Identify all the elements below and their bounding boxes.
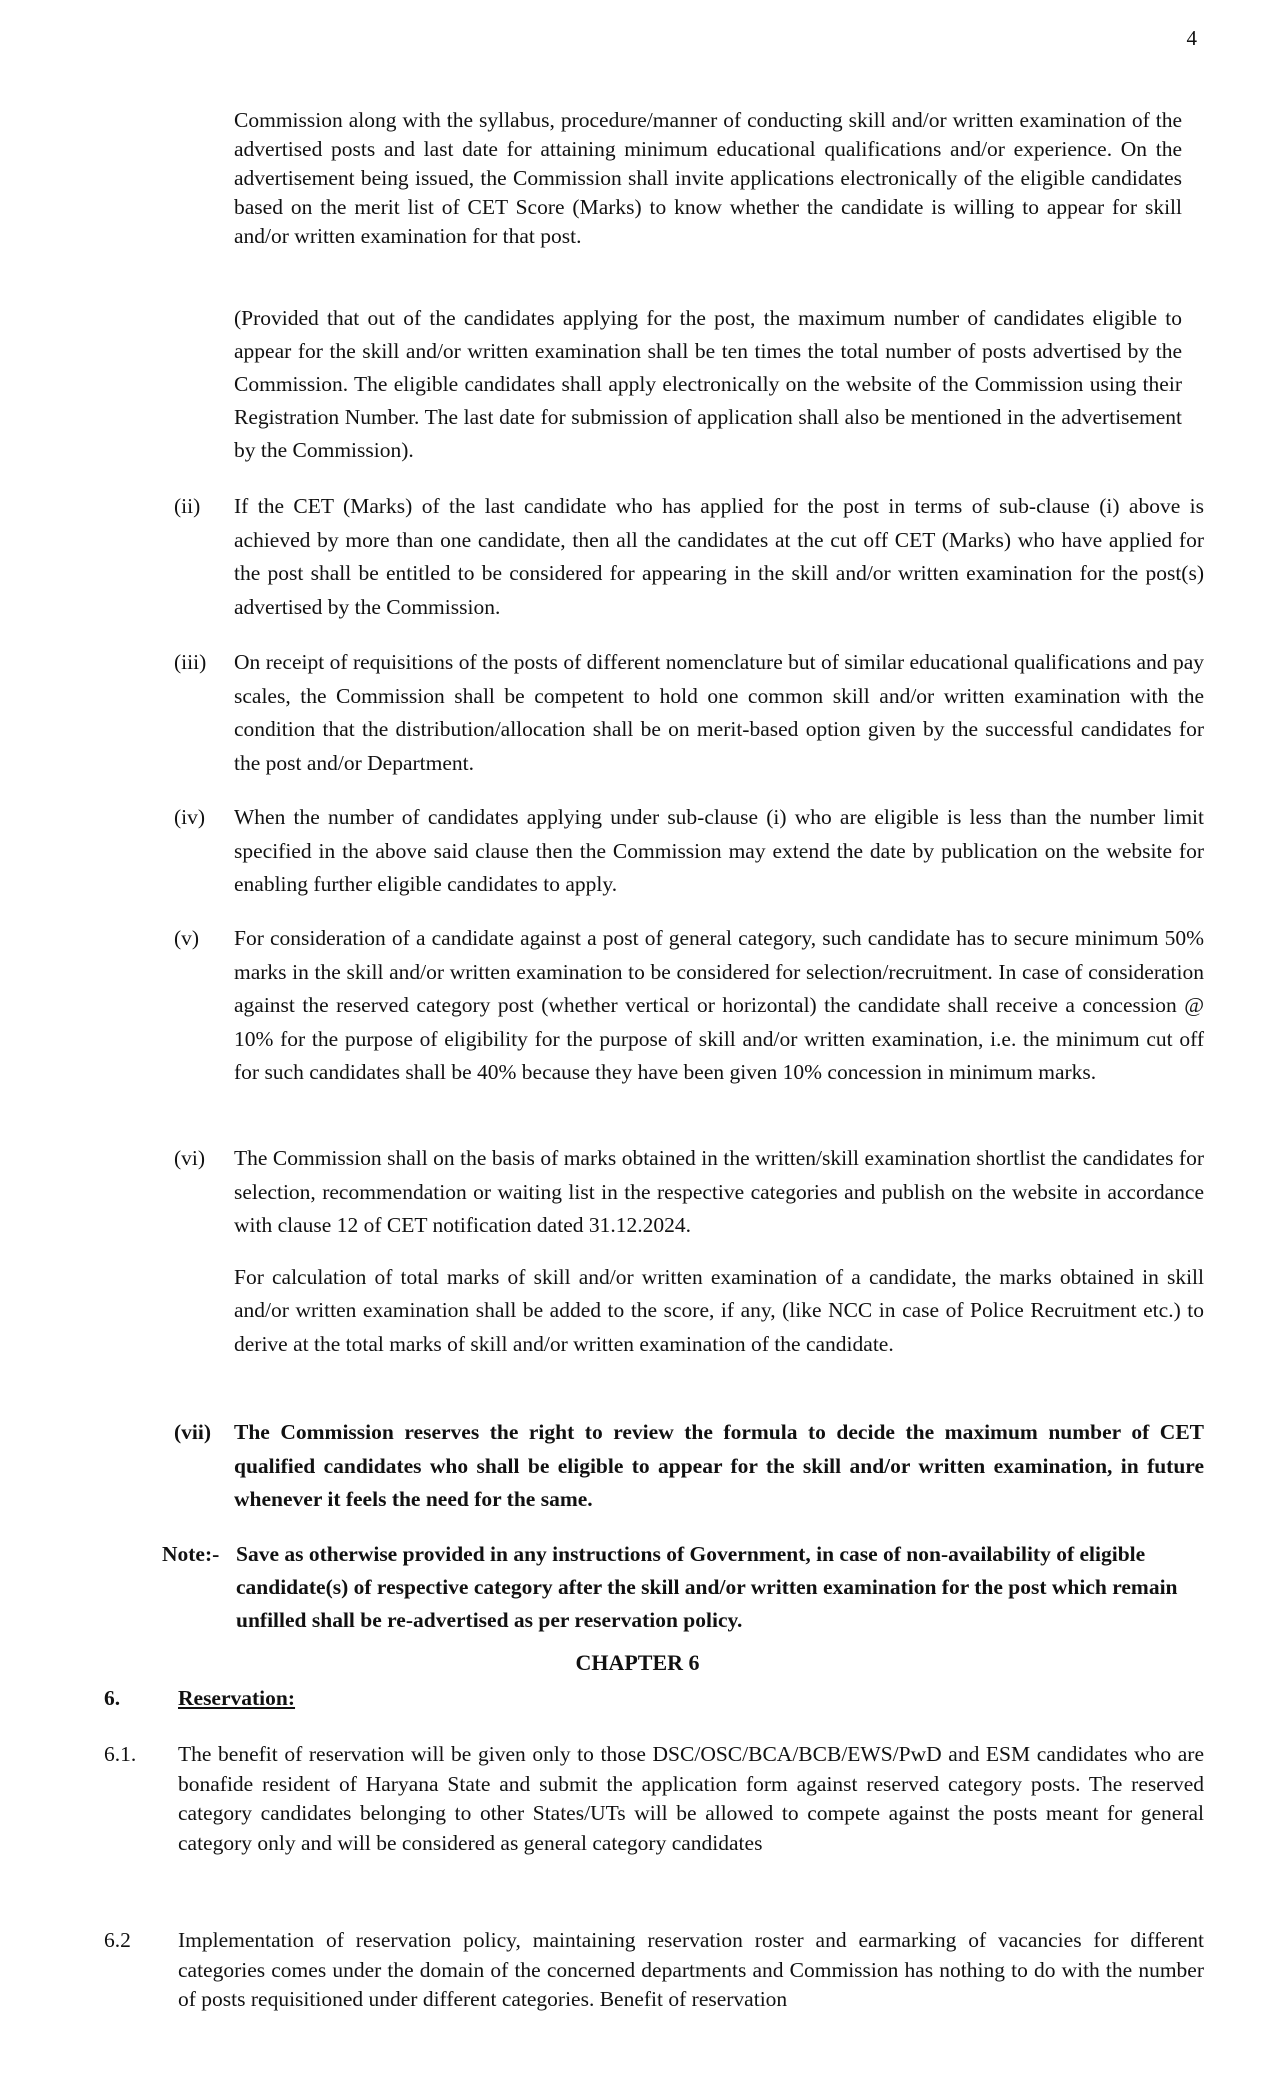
subclause-extra-text: For calculation of total marks of skill and/or written examination of a candidate, the marks obtained in skill and/or written examination shall be added to the score, if any, (like NCC in case of Police Recruitment etc.) to derive at the total marks of skill and/or written examination of the candidate. [234,1264,1204,1356]
chapter-heading: CHAPTER 6 [575,1650,700,1675]
page-number: 4 [1186,26,1197,50]
subclause-number: (vii) [174,1420,212,1444]
clause-6-2 [104,1926,1204,2015]
subclause-v [174,922,1204,1090]
subclause-ii [174,490,1204,624]
subclause-number: (vi) [174,1146,206,1170]
subclause-text: The Commission reserves the right to review the formula to decide the maximum number of CET qualified candidates who shall be eligible to appear for the skill and/or written examination, in future whenever it feels the need for the same. [234,1420,1204,1511]
subclause-text: On receipt of requisitions of the posts of different nomenclature but of similar educational qualifications and pay scales, the Commission shall be competent to hold one common skill and/or written examination with the condition that the distribution/allocation shall be on merit-based option given by the successful candidates for the post and/or Department. [234,650,1204,775]
subclause-text: For consideration of a candidate against a post of general category, such candidate has to secure minimum 50% marks in the skill and/or written examination to be considered for selection/recruitment. In case of consideration against the reserved category post (whether vertical or horizontal) the candidate shall receive a concession @ 10% for the purpose of eligibility for the purpose of skill and/or written examination, i.e. the minimum cut off for such candidates shall be 40% because they have been given 10% concession in minimum marks. [234,926,1204,1084]
clause-number: 6.2 [104,1928,131,1952]
note-text: Save as otherwise provided in any instructions of Government, in case of non-availability of eligible candidate(s) of respective category after the skill and/or written examination for the post which remain unfilled shall be re-advertised as per reservation policy. [236,1542,1178,1632]
subclause-iii [174,646,1204,780]
subclause-vi [174,1142,1204,1361]
subclause-text: If the CET (Marks) of the last candidate who has applied for the post in terms of sub-clause (i) above is achieved by more than one candidate, then all the candidates at the cut off CET (Marks) who have applied for the post shall be entitled to be considered for appearing in the skill and/or written examination for the post(s) advertised by the Commission. [234,494,1204,619]
clause-number: 6.1. [104,1742,137,1766]
intro-paragraph-2: (Provided that out of the candidates applying for the post, the maximum number of candidates eligible to appear for the skill and/or written examination shall be ten times the total number of posts advertised by the Commission. The eligible candidates shall apply electronically on the website of the Commission using their Registration Number. The last date for submission of application shall also be mentioned in the advertisement by the Commission). [234,306,1182,462]
subclause-text: When the number of candidates applying under sub-clause (i) who are eligible is less than the number limit specified in the above said clause then the Commission may extend the date by publication on the website for enabling further eligible candidates to apply. [234,805,1204,896]
subclause-vii [174,1416,1204,1517]
intro-paragraph-1: Commission along with the syllabus, procedure/manner of conducting skill and/or written examination of the advertised posts and last date for attaining minimum educational qualifications and/or experience. On the advertisement being issued, the Commission shall invite applications electronically of the eligible candidates based on the merit list of CET Score (Marks) to know whether the candidate is willing to appear for skill and/or written examination for that post. [234,108,1182,248]
subclause-number: (iii) [174,650,207,674]
subclause-number: (v) [174,926,200,950]
subclause-text: The Commission shall on the basis of marks obtained in the written/skill examination shortlist the candidates for selection, recommendation or waiting list in the respective categories and publish on the website in accordance with clause 12 of CET notification dated 31.12.2024. [234,1146,1204,1237]
clause-6-1 [104,1740,1204,1858]
note [162,1538,1202,1637]
subclause-iv [174,801,1204,902]
subclause-number: (iv) [174,805,206,829]
clause-text: The benefit of reservation will be given only to those DSC/OSC/BCA/BCB/EWS/PwD and ESM candidates who are bonafide resident of Haryana State and submit the application form against reserved category posts. The reserved category candidates belonging to other States/UTs will be allowed to compete against the posts meant for general category only and will be considered as general category candidates [178,1742,1204,1855]
subclause-number: (ii) [174,494,201,518]
section-title: Reservation: [178,1686,296,1710]
clause-text: Implementation of reservation policy, maintaining reservation roster and earmarking of vacancies for different categories comes under the domain of the concerned departments and Commission has nothing to do with the number of posts requisitioned under different categories. Benefit of reservation [178,1928,1204,2011]
note-label: Note:- [162,1542,220,1566]
section-number: 6. [104,1686,121,1710]
